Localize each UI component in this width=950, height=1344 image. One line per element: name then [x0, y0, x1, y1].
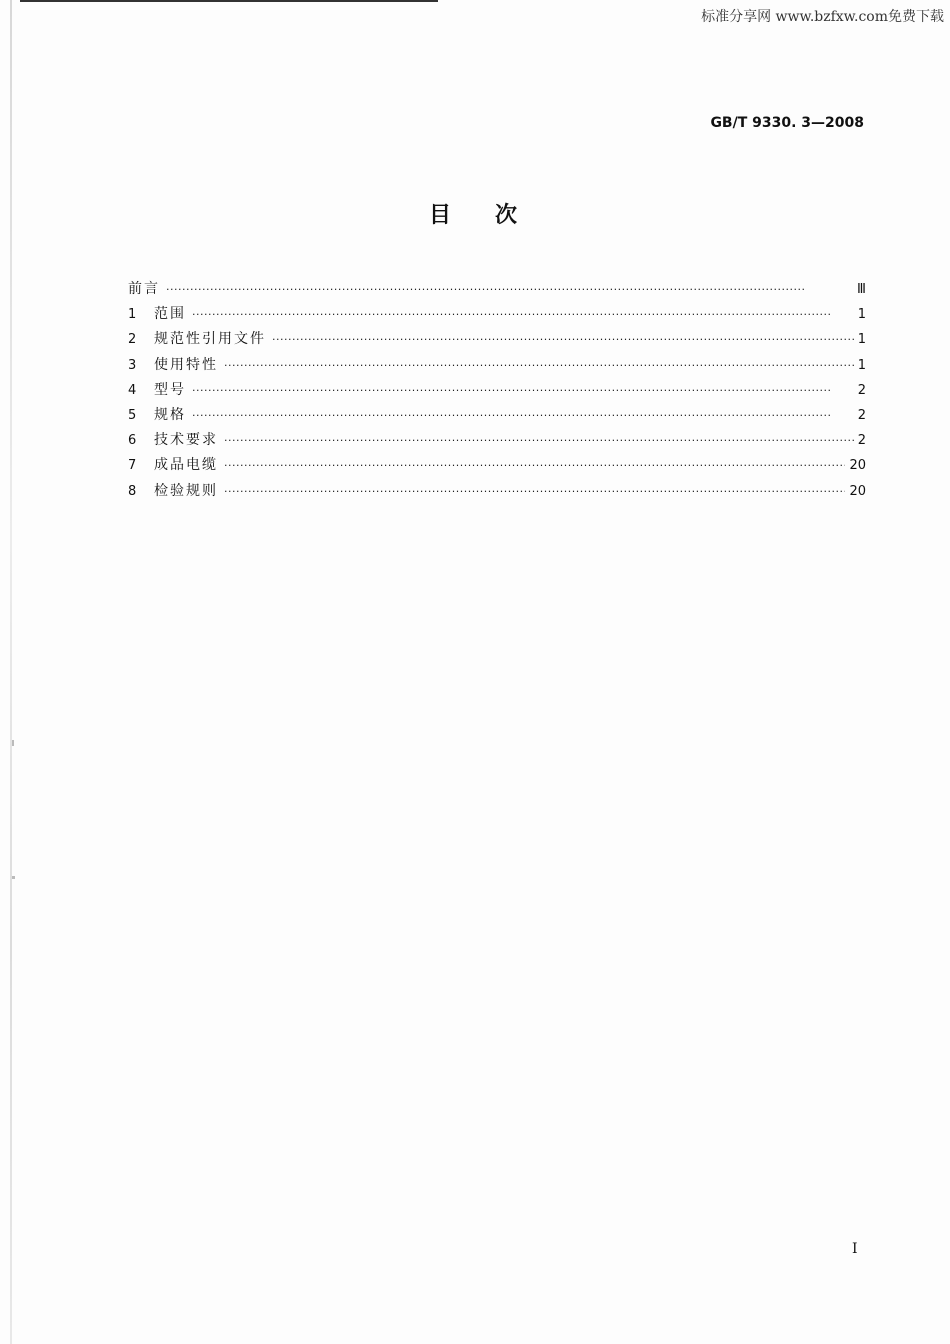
toc-entry[interactable]: [128, 379, 866, 404]
toc-entry[interactable]: [128, 303, 866, 328]
toc-entry-page: 2: [857, 382, 866, 398]
toc-entry-number: 6: [128, 433, 137, 449]
toc-leader-dots: [192, 384, 854, 397]
toc-entry-page: 2: [857, 433, 866, 449]
toc-entry[interactable]: [128, 328, 866, 353]
toc-entry[interactable]: [128, 480, 866, 505]
toc-entry-number: 2: [128, 332, 137, 348]
toc-entry-number: 4: [128, 382, 137, 398]
toc-entry[interactable]: [128, 404, 866, 429]
toc-entry-page: 2: [857, 407, 866, 423]
page-number: I: [852, 1241, 858, 1257]
scan-speck: [12, 740, 14, 746]
toc-entry-label: 前言: [128, 281, 160, 297]
toc-entry[interactable]: [128, 429, 866, 454]
toc-entry-label: 检验规则: [154, 482, 218, 499]
toc-entry-label: 范围: [154, 306, 186, 323]
scan-top-line: [20, 0, 438, 2]
toc-entry-label: 型号: [154, 381, 186, 398]
toc-entry[interactable]: [128, 354, 866, 379]
toc-entry-page: 1: [857, 357, 866, 373]
toc-entry-number: 1: [128, 307, 137, 323]
toc-leader-dots: [224, 359, 854, 372]
toc-entry-label: 成品电缆: [154, 457, 218, 474]
watermark: 标准分享网 www.bzfxw.com免费下载: [701, 9, 944, 25]
toc-entry-page: 20: [849, 483, 866, 499]
toc-entry-page: Ⅲ: [857, 282, 866, 297]
toc-leader-dots: [224, 434, 854, 447]
toc-entry[interactable]: [128, 454, 866, 479]
toc-entry-number: 8: [128, 483, 137, 499]
toc-entry[interactable]: [128, 278, 866, 303]
toc-leader-dots: [192, 409, 854, 422]
toc-leader-dots: [224, 485, 845, 498]
toc-entry-page: 20: [849, 458, 866, 474]
toc-entry-label: 规格: [154, 406, 186, 423]
toc-leader-dots: [166, 283, 853, 296]
document-code: GB/T 9330. 3—2008: [710, 115, 864, 131]
toc-entry-number: 5: [128, 407, 137, 423]
toc-entry-label: 使用特性: [154, 356, 218, 373]
toc-entry-label: 规范性引用文件: [154, 331, 266, 348]
toc-entry-label: 技术要求: [154, 432, 218, 449]
toc-leader-dots: [272, 333, 854, 346]
toc-title: 目次: [428, 203, 561, 228]
toc-entry-page: 1: [857, 307, 866, 323]
toc-entry-number: 7: [128, 458, 137, 474]
table-of-contents: [128, 278, 866, 505]
toc-leader-dots: [192, 308, 854, 321]
toc-leader-dots: [224, 459, 845, 472]
scan-speck: [12, 876, 15, 879]
toc-entry-number: 3: [128, 357, 137, 373]
toc-entry-page: 1: [857, 332, 866, 348]
